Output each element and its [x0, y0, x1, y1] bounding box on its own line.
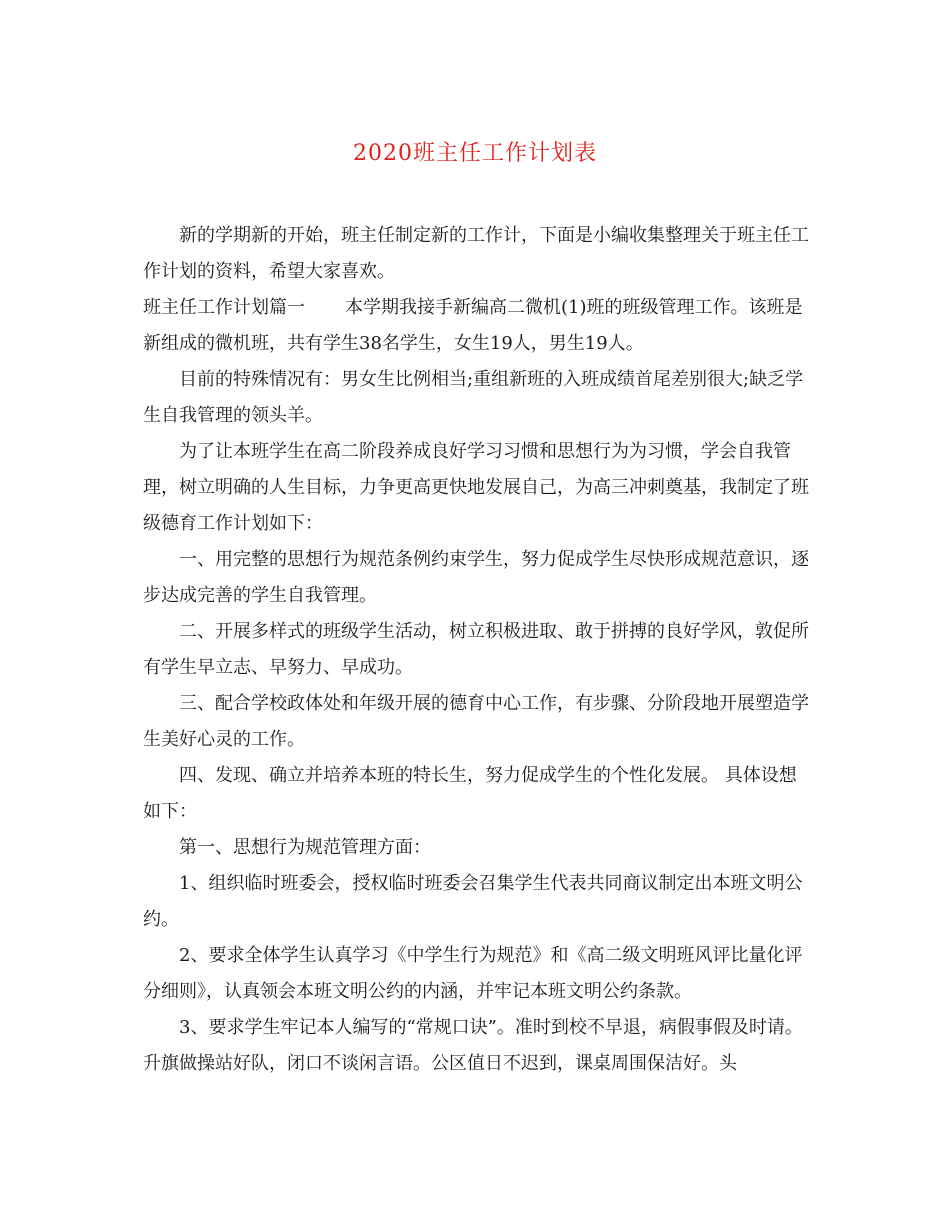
body-paragraph: 三、配合学校政体处和年级开展的德育中心工作，有步骤、分阶段地开展塑造学生美好心灵的工作。	[143, 693, 809, 750]
body-paragraph: 一、用完整的思想行为规范条例约束学生，努力促成学生尽快形成规范意识，逐步达成完善的学生自我管理。	[143, 549, 809, 606]
body-paragraph: 3、要求学生牢记本人编写的“常规口诀”。准时到校不早退，病假事假及时请。升旗做操站好队，闭口不谈闲言语。公区值日不迟到，课桌周围保洁好。头	[143, 1017, 803, 1074]
section-text: 本学期我接手新编高二微机(1)班的班级管理工作。该班是新组成的微机班，共有学生38名学生，女生19人，男生19人。	[143, 297, 803, 354]
body-paragraph: 二、开展多样式的班级学生活动，树立积极进取、敢于拼搏的良好学风，敦促所有学生早立志、早努力、早成功。	[143, 621, 809, 678]
body-paragraph: 四、发现、确立并培养本班的特长生，努力促成学生的个性化发展。 具体设想如下：	[143, 765, 797, 822]
body-paragraph: 为了让本班学生在高二阶段养成良好学习习惯和思想行为为习惯，学会自我管理，树立明确的人生目标，力争更高更快地发展自己，为高三冲刺奠基，我制定了班级德育工作计划如下：	[143, 441, 809, 534]
body-paragraph: 第一、思想行为规范管理方面：	[179, 837, 431, 858]
body-paragraph: 1、组织临时班委会，授权临时班委会召集学生代表共同商议制定出本班文明公约。	[143, 873, 803, 930]
document-body	[143, 218, 811, 1082]
body-paragraph: 目前的特殊情况有：男女生比例相当;重组新班的入班成绩首尾差别很大;缺乏学生自我管理的领头羊。	[143, 369, 804, 426]
intro-paragraph: 新的学期新的开始，班主任制定新的工作计，下面是小编收集整理关于班主任工作计划的资料，希望大家喜欢。	[143, 225, 809, 282]
section-heading: 班主任工作计划篇一	[143, 297, 305, 318]
section-paragraph	[143, 290, 811, 362]
document-title: 2020班主任工作计划表	[353, 141, 597, 166]
body-paragraph: 2、要求全体学生认真学习《中学生行为规范》和《高二级文明班风评比量化评分细则》，认真领会本班文明公约的内涵，并牢记本班文明公约条款。	[143, 945, 803, 1002]
